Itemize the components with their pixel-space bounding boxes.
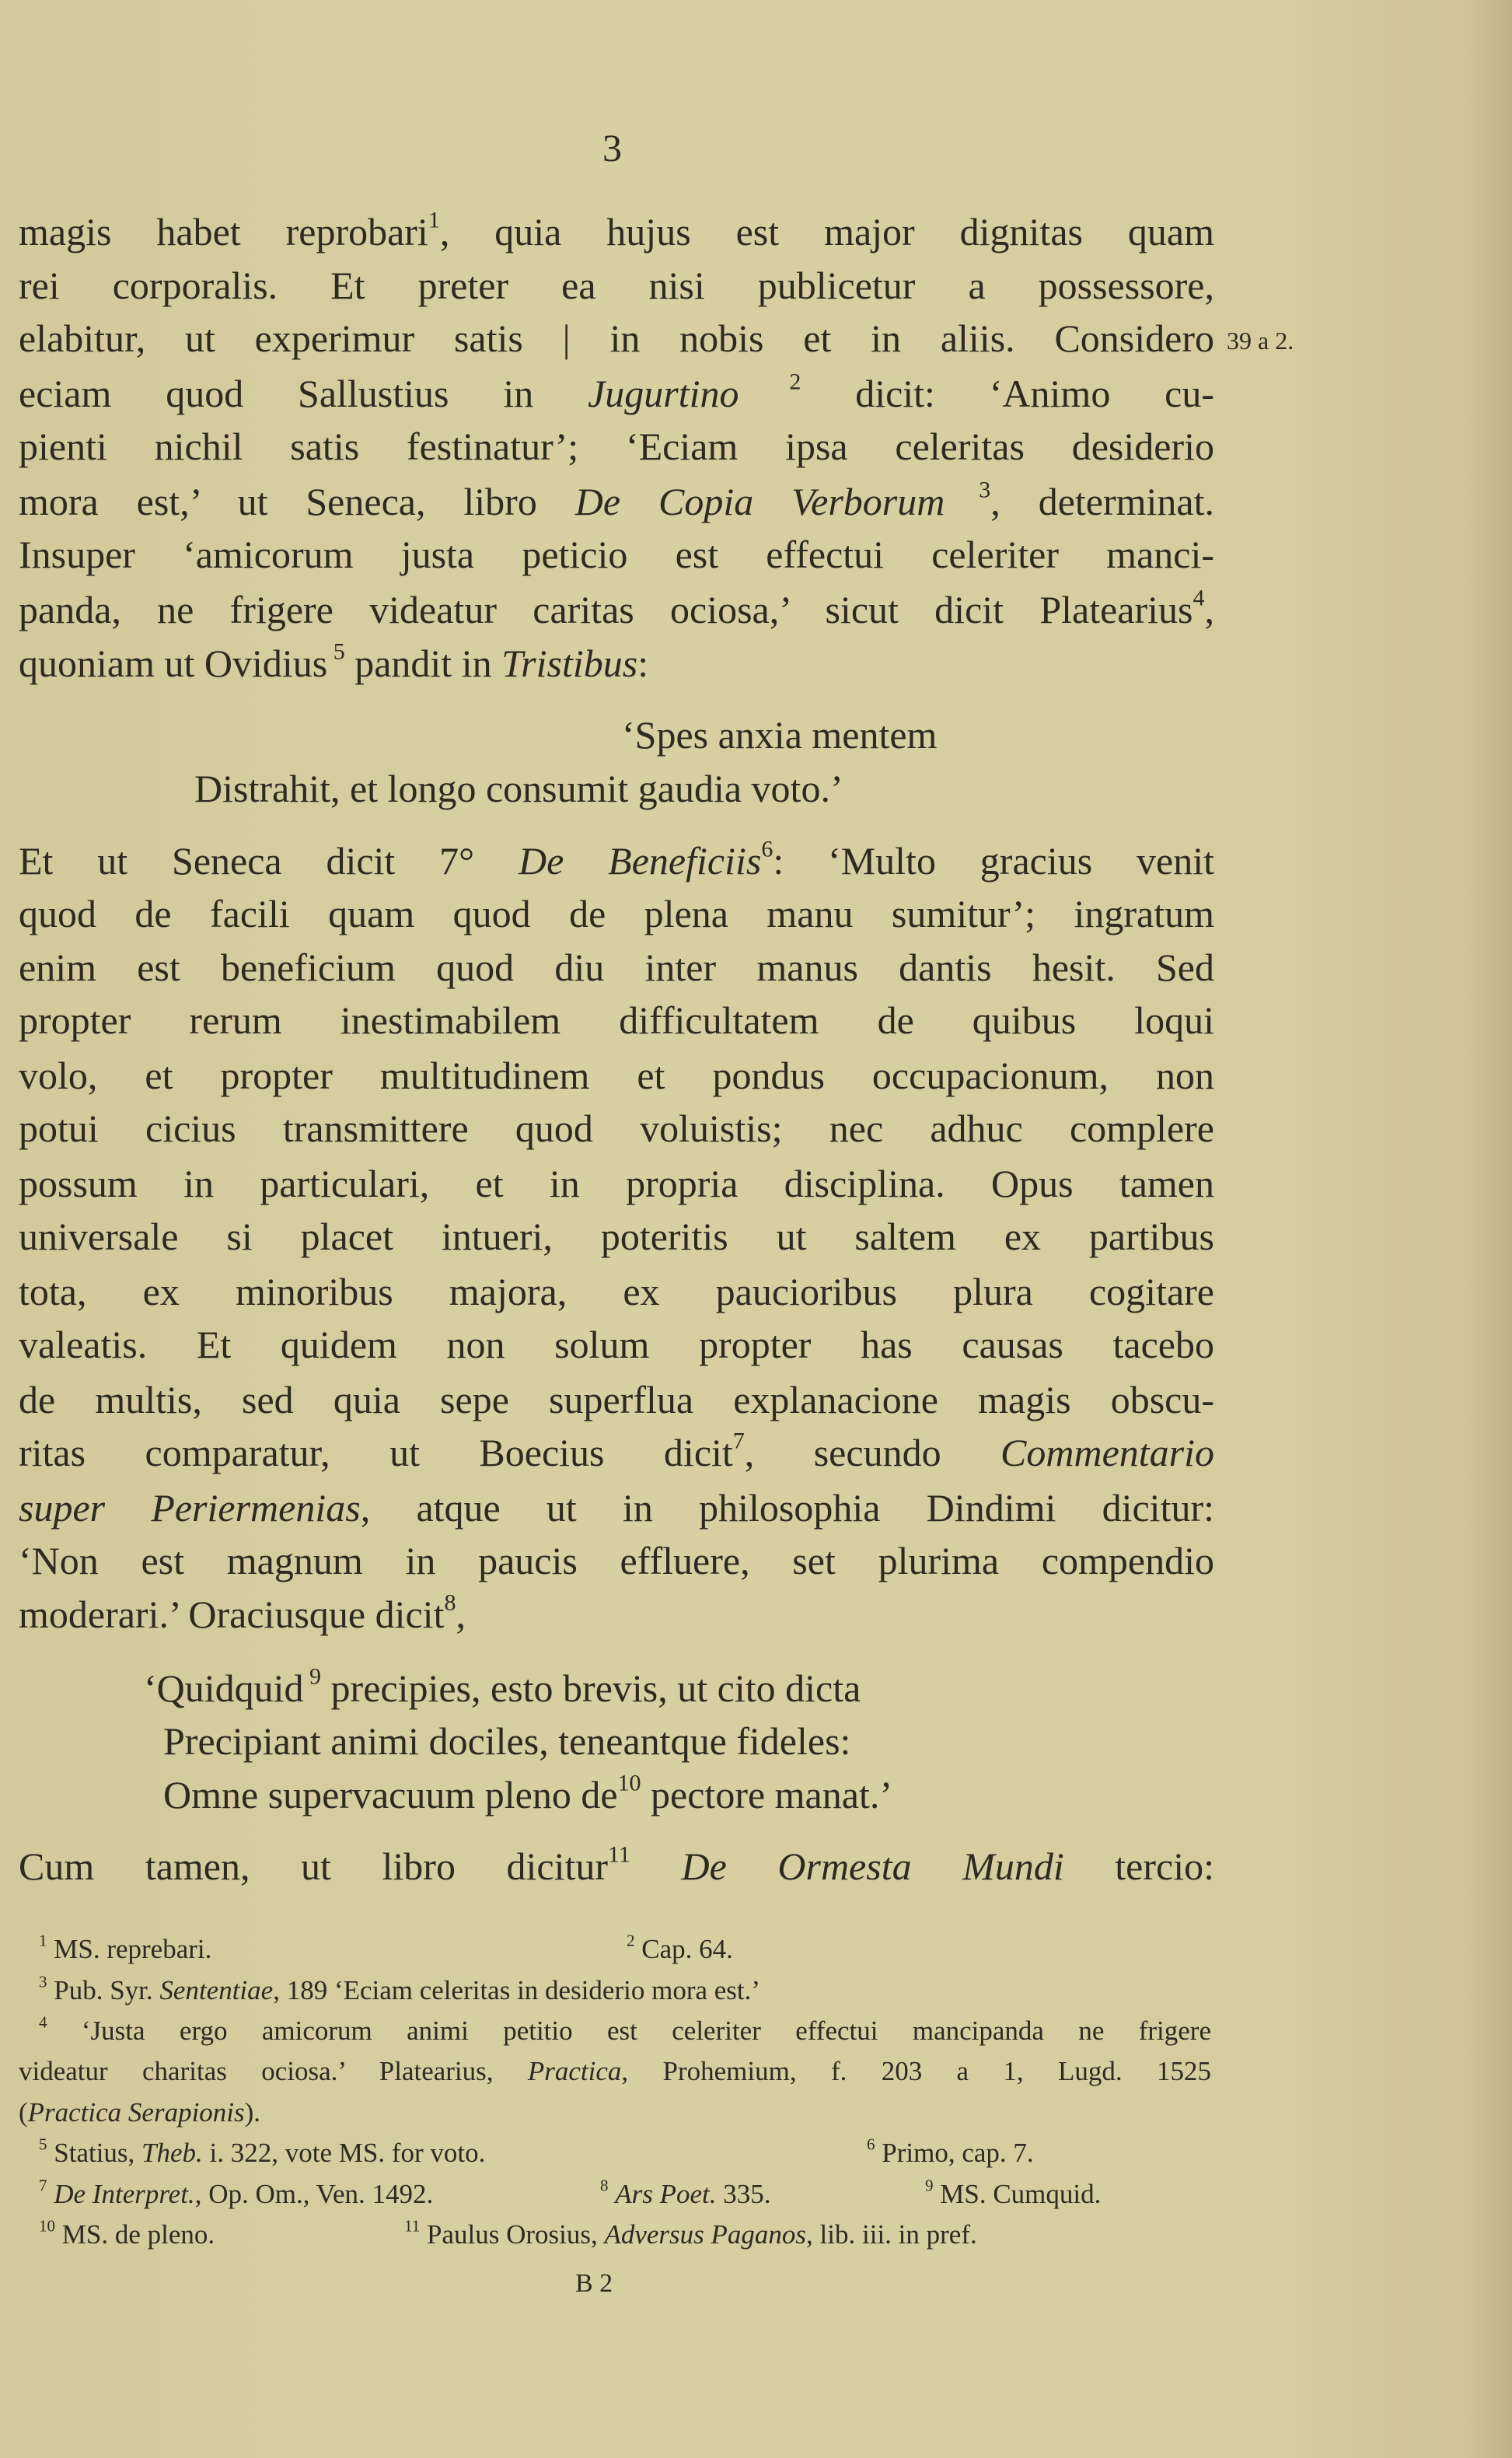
- italic-title: De Interpret.: [54, 2179, 195, 2209]
- footnote-reference: 5: [327, 638, 345, 665]
- text-run: : ‘Multo gracius venit: [773, 839, 1214, 883]
- text-line: [19, 366, 1214, 421]
- footnote-reference: 11: [608, 1841, 630, 1868]
- text-line: [19, 311, 1214, 365]
- text-run: quoniam ut Ovidius: [19, 642, 328, 685]
- text-run: [630, 1844, 682, 1888]
- text-line: [19, 1839, 1214, 1893]
- text-line: [19, 1264, 1214, 1319]
- text-run: , quia hujus est major dignitas quam: [439, 210, 1214, 253]
- italic-title: Theb.: [141, 2138, 203, 2168]
- page-number: 3: [602, 126, 622, 170]
- text-run: ‘Justa ergo amicorum animi petitio est celeriter effectui mancipanda ne frigere: [47, 2016, 1211, 2046]
- footnote: [39, 2175, 433, 2214]
- text-line: [19, 1156, 1214, 1211]
- footnote: [867, 2134, 1034, 2173]
- text-run: panda, ne frigere videatur caritas ociosa,’ sicut dicit Platearius: [19, 588, 1193, 631]
- text-line: [19, 834, 1214, 888]
- footnote: [600, 2175, 771, 2214]
- text-line: [19, 1425, 1214, 1480]
- text-run: , secundo: [744, 1431, 1000, 1474]
- text-run: Cap. 64.: [634, 1934, 733, 1964]
- text-line: [19, 474, 1214, 529]
- italic-title: Sententiae: [159, 1975, 274, 2005]
- verse-line: [163, 1714, 850, 1768]
- text-run: dicit: ‘Animo cu-: [801, 372, 1215, 415]
- footnote: [39, 2012, 1211, 2051]
- text-run: tercio:: [1063, 1844, 1214, 1888]
- footnote: [39, 2134, 485, 2173]
- italic-title: super Periermenias: [19, 1486, 361, 1530]
- verse-line: [163, 1767, 892, 1822]
- text-run: ‘Quidquid: [144, 1666, 304, 1710]
- verse-line: [194, 761, 843, 816]
- text-run: pienti nichil satis festinatur’; ‘Eciam ipsa celeritas desiderio: [19, 425, 1214, 468]
- text-run: ,: [456, 1593, 466, 1636]
- italic-title: Practica: [527, 2056, 622, 2086]
- footnote-reference: 2: [739, 369, 801, 395]
- text-run: moderari.’ Oraciusque dicit: [19, 1593, 445, 1636]
- footnote-reference: 3: [945, 477, 991, 503]
- text-run: magis habet reprobari: [19, 210, 428, 253]
- text-run: (: [19, 2097, 28, 2128]
- verse-line: [144, 1661, 861, 1715]
- footnote-reference: 9: [303, 1663, 322, 1690]
- text-run: tota, ex minoribus majora, ex paucioribus plura cogitare: [19, 1270, 1214, 1313]
- text-line: [19, 1372, 1214, 1427]
- text-run: rei corporalis. Et preter ea nisi publicetur a possessore,: [19, 264, 1214, 307]
- text-line: [19, 582, 1214, 637]
- text-run: MS. reprebari.: [47, 1934, 212, 1964]
- text-run: , determinat.: [990, 480, 1215, 523]
- text-run: Pub. Syr.: [47, 1975, 160, 2005]
- italic-title: Ars Poet.: [615, 2179, 717, 2209]
- verse-line: [622, 708, 937, 762]
- text-run: 335.: [716, 2179, 771, 2209]
- text-run: elabitur, ut experimur satis | in nobis et in aliis. Considero: [19, 316, 1214, 360]
- text-run: , atque ut in philosophia Dindimi dicitur:: [360, 1486, 1214, 1530]
- margin-note-folio-reference: 39 a 2.: [1227, 327, 1294, 355]
- italic-title: De Ormesta Mundi: [681, 1844, 1064, 1888]
- footnote: [404, 2215, 977, 2254]
- text-line: [19, 993, 1214, 1047]
- italic-title: De Beneficiis: [519, 839, 762, 883]
- text-line: [19, 1533, 1214, 1588]
- text-run: propter rerum inestimabilem difficultatem de quibus loqui: [19, 998, 1214, 1042]
- text-run: potui cicius transmittere quod voluistis; nec adhuc complere: [19, 1107, 1214, 1150]
- text-line: [19, 1048, 1214, 1103]
- footnote-reference: 4: [39, 2012, 47, 2032]
- text-line: [19, 419, 1214, 474]
- text-run: [609, 2179, 616, 2209]
- text-run: mora est,’ ut Seneca, libro: [19, 480, 575, 523]
- text-run: videatur charitas ociosa.’ Platearius,: [19, 2056, 528, 2086]
- italic-title: Practica Serapionis: [27, 2097, 245, 2128]
- footnote: [39, 1930, 211, 1969]
- footnote-reference: 6: [867, 2135, 875, 2154]
- text-line: [19, 886, 1214, 941]
- text-run: Precipiant animi dociles, teneantque fideles:: [163, 1719, 851, 1763]
- footnote-reference: 3: [39, 1972, 47, 1991]
- footnote-reference: 10: [39, 2216, 55, 2236]
- text-run: volo, et propter multitudinem et pondus occupacionum, non: [19, 1054, 1214, 1097]
- text-run: quod de facili quam quod de plena manu sumitur’; ingratum: [19, 892, 1214, 935]
- footnote: [39, 1971, 760, 2010]
- text-run: Et ut Seneca dicit 7°: [19, 839, 519, 883]
- text-line: [19, 636, 648, 691]
- footnote-reference: 10: [617, 1770, 641, 1796]
- text-run: pandit in: [344, 642, 502, 685]
- text-line: [19, 1587, 466, 1642]
- text-run: ‘Spes anxia mentem: [622, 713, 938, 757]
- footnote-reference: 5: [39, 2135, 47, 2154]
- text-run: ritas comparatur, ut Boecius dicit: [19, 1431, 733, 1474]
- footnote: [19, 2093, 260, 2132]
- text-line: [19, 1317, 1214, 1372]
- text-run: eciam quod Sallustius in: [19, 372, 588, 415]
- text-run: Distrahit, et longo consumit gaudia voto.’: [194, 767, 843, 810]
- footnote-reference: 2: [627, 1931, 635, 1950]
- footnote: [19, 2052, 1211, 2091]
- text-run: pectore manat.’: [641, 1773, 892, 1816]
- text-run: ).: [244, 2097, 261, 2128]
- text-run: de multis, sed quia sepe superflua explanacione magis obscu-: [19, 1378, 1214, 1421]
- footnote-reference: 4: [1192, 585, 1205, 611]
- italic-title: Commentario: [1000, 1431, 1214, 1474]
- text-run: valeatis. Et quidem non solum propter has causas tacebo: [19, 1323, 1214, 1366]
- text-line: [19, 205, 1214, 259]
- text-run: Primo, cap. 7.: [875, 2138, 1034, 2168]
- italic-title: Tristibus: [501, 642, 638, 685]
- text-run: , 189 ‘Eciam celeritas in desiderio mora est.’: [273, 1975, 761, 2005]
- footnote: [627, 1930, 733, 1969]
- text-run: ‘Non est magnum in paucis effluere, set plurima compendio: [19, 1539, 1214, 1582]
- text-run: Statius,: [47, 2138, 142, 2168]
- text-run: Insuper ‘amicorum justa peticio est effectui celeriter manci-: [19, 533, 1214, 576]
- text-line: [19, 940, 1214, 995]
- text-line: [19, 258, 1214, 313]
- text-run: [47, 2179, 54, 2209]
- text-run: ,: [1204, 588, 1214, 631]
- text-run: Paulus Orosius,: [420, 2219, 605, 2250]
- footnote-reference: 7: [732, 1428, 745, 1454]
- text-run: , Op. Om., Ven. 1492.: [194, 2179, 434, 2209]
- text-run: , Prohemium, f. 203 a 1, Lugd. 1525: [621, 2056, 1211, 2086]
- italic-title: Adversus Paganos: [604, 2219, 807, 2250]
- footnote: [39, 2215, 215, 2254]
- footnote-reference: 7: [39, 2176, 47, 2195]
- footnote-reference: 1: [39, 1931, 47, 1950]
- footnote-reference: 9: [925, 2176, 934, 2195]
- footnote-reference: 8: [444, 1589, 456, 1616]
- text-run: universale si placet intueri, poteritis ut saltem ex partibus: [19, 1215, 1214, 1258]
- footnote-reference: 1: [428, 207, 440, 233]
- text-run: Cum tamen, ut libro dicitur: [19, 1844, 609, 1888]
- text-run: MS. de pleno.: [55, 2219, 215, 2250]
- footnote-reference: 6: [761, 836, 773, 862]
- footnote-reference: 11: [404, 2216, 421, 2236]
- text-line: [19, 1209, 1214, 1264]
- text-line: [19, 1101, 1214, 1156]
- text-run: , lib. iii. in pref.: [806, 2219, 977, 2250]
- text-run: precipies, esto brevis, ut cito dicta: [321, 1666, 861, 1710]
- italic-title: Jugurtino: [588, 372, 739, 415]
- text-line: [19, 1481, 1214, 1535]
- text-run: Omne supervacuum pleno de: [163, 1773, 618, 1816]
- italic-title: De Copia Verborum: [574, 480, 945, 523]
- text-run: enim est beneficium quod diu inter manus dantis hesit. Sed: [19, 946, 1214, 989]
- footnote: [925, 2175, 1101, 2214]
- text-run: possum in particulari, et in propria disciplina. Opus tamen: [19, 1162, 1214, 1205]
- text-run: :: [637, 642, 649, 685]
- text-line: [19, 527, 1214, 582]
- signature-mark: B 2: [575, 2269, 613, 2298]
- footnote-reference: 8: [600, 2176, 609, 2195]
- text-run: MS. Cumquid.: [933, 2179, 1102, 2209]
- text-run: i. 322, vote MS. for voto.: [202, 2138, 486, 2168]
